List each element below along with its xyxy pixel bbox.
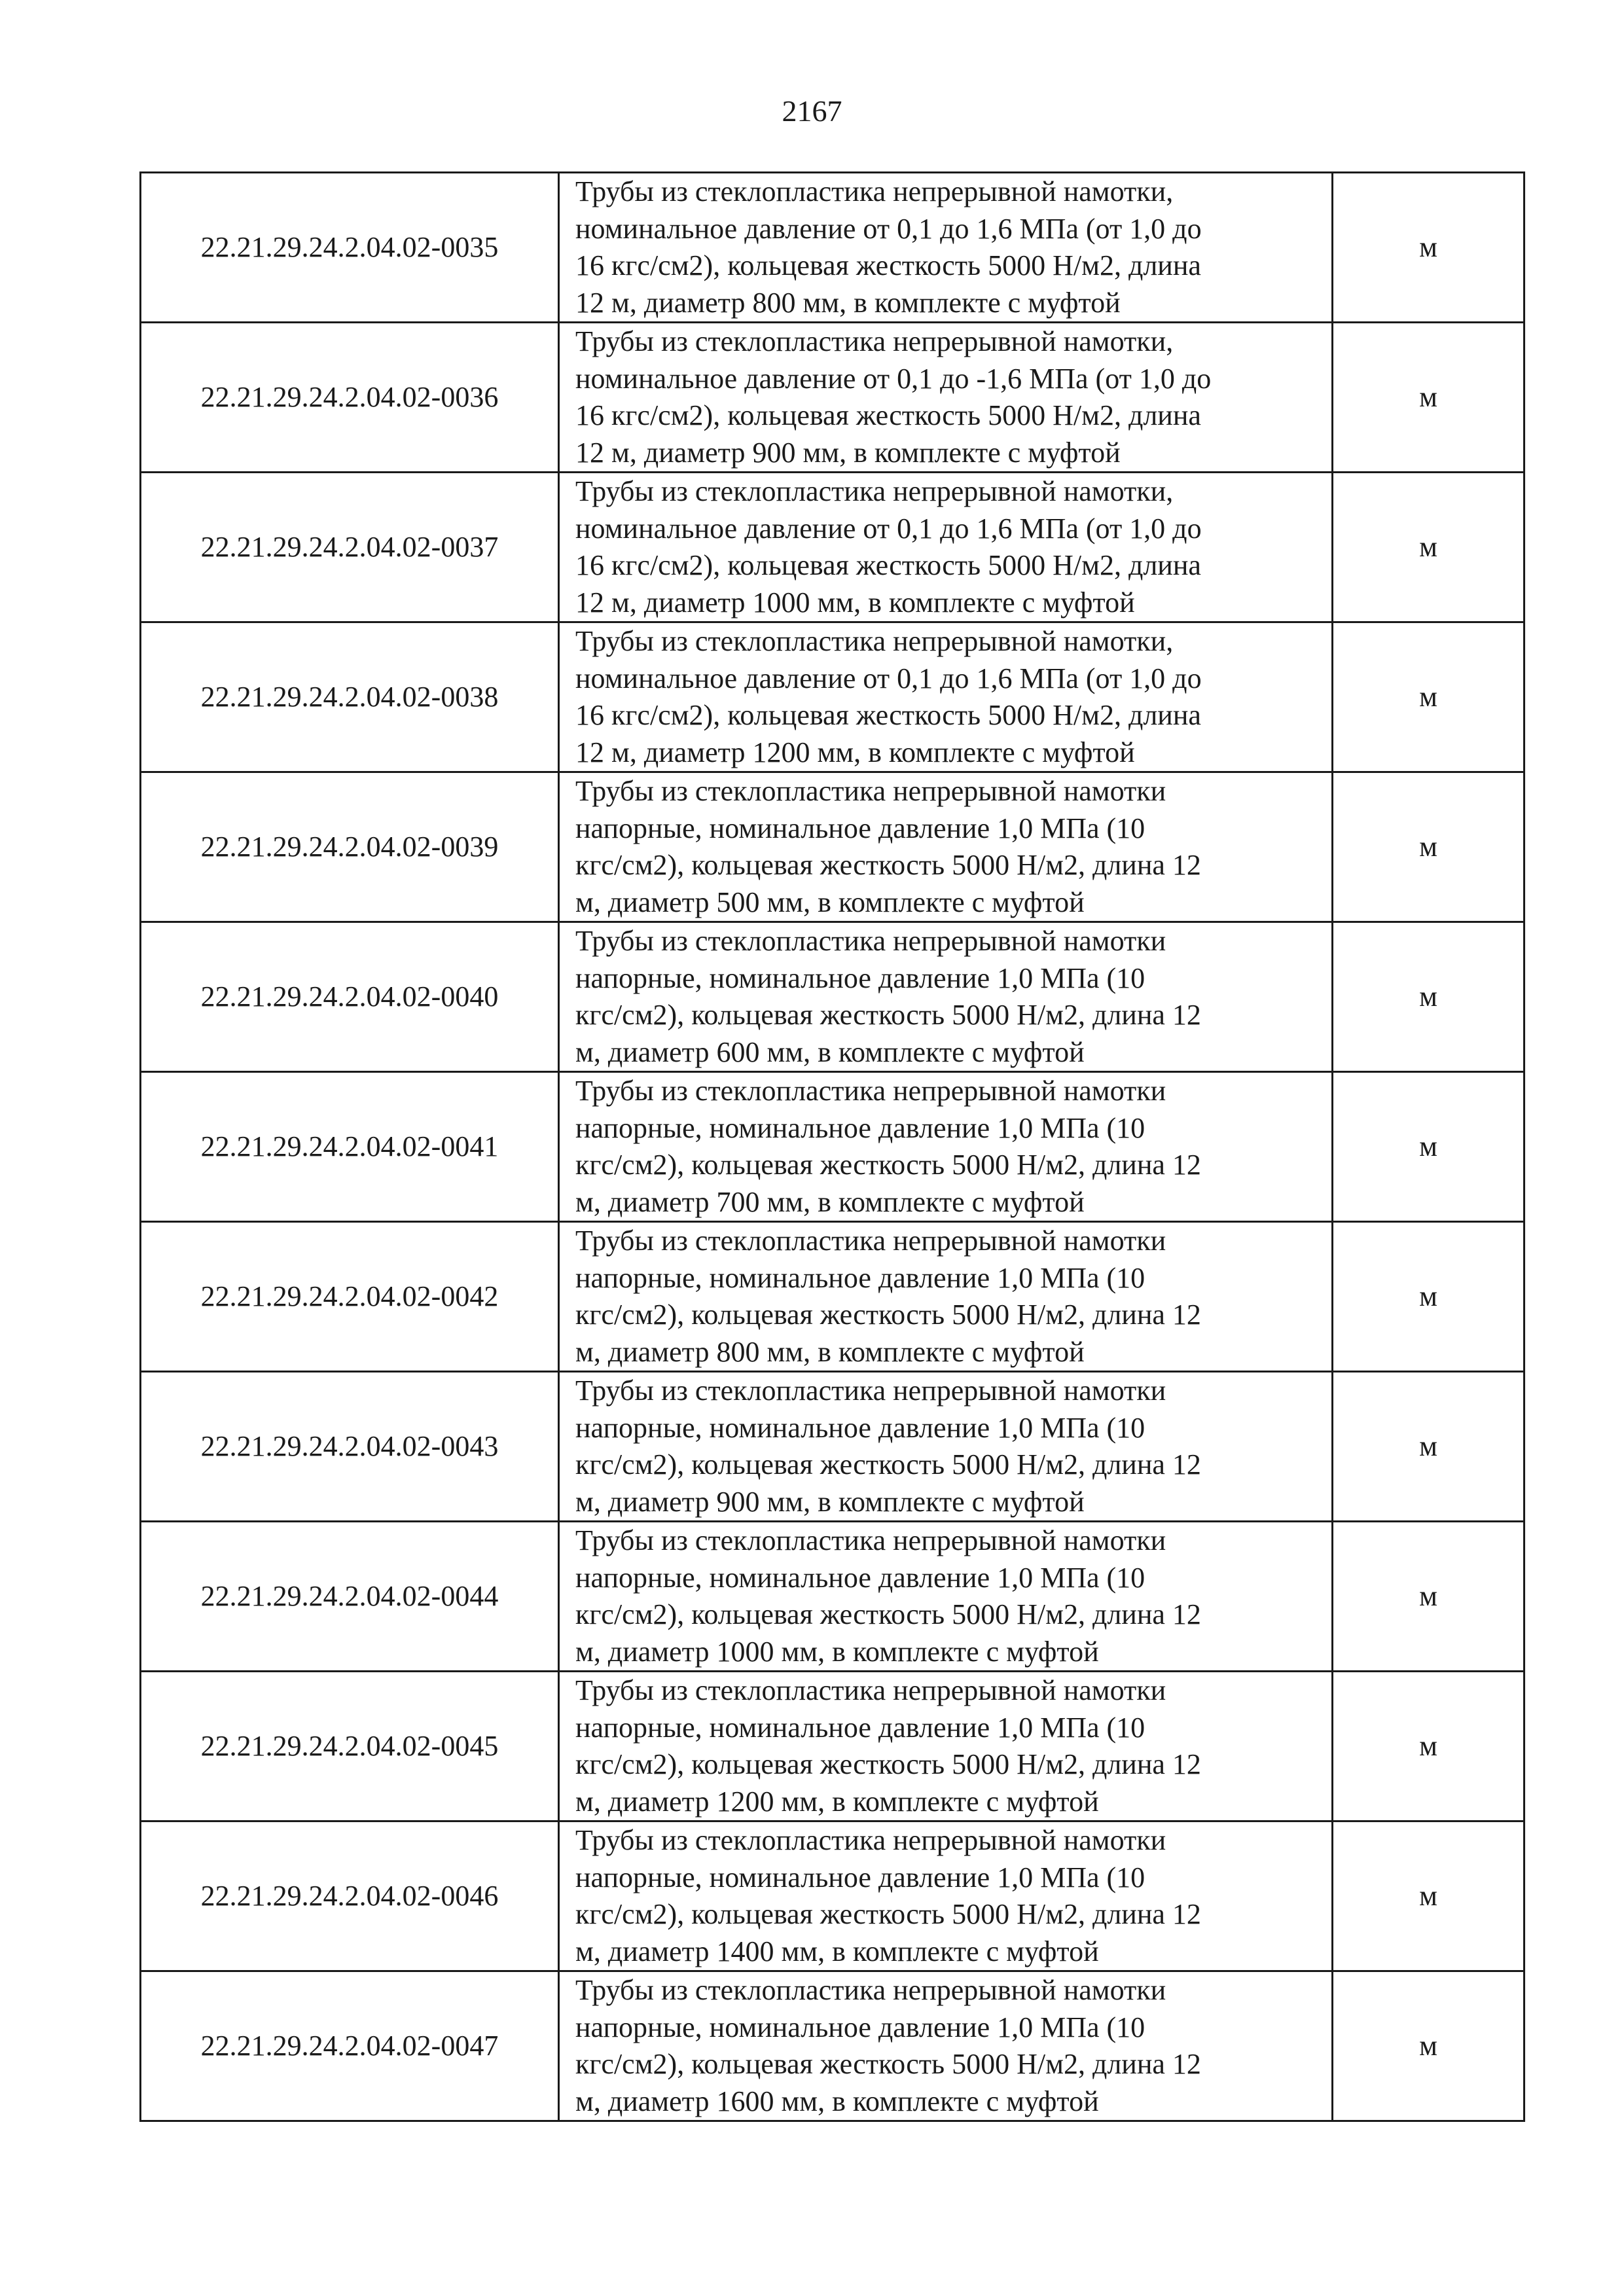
description-line: м, диаметр 1000 мм, в комплекте с муфтой [575,1635,1099,1668]
description-line: кгс/см2), кольцевая жесткость 5000 Н/м2, длина 12 [575,1448,1201,1480]
item-description-cell [559,622,1333,772]
description-line: номинальное давление от 0,1 до 1,6 МПа (от 1,0 до [575,662,1202,694]
description-line: Трубы из стеклопластика непрерывной намотки [575,775,1166,807]
table-row [141,1821,1525,1971]
item-code-cell: 22.21.29.24.2.04.02-0041 [141,1072,559,1222]
description-line: 12 м, диаметр 800 мм, в комплекте с муфтой [575,286,1121,319]
item-code-cell: 22.21.29.24.2.04.02-0040 [141,922,559,1072]
description-line: 12 м, диаметр 1200 мм, в комплекте с муфтой [575,736,1135,768]
item-code-cell: 22.21.29.24.2.04.02-0045 [141,1672,559,1821]
item-code-cell: 22.21.29.24.2.04.02-0044 [141,1522,559,1672]
description-line: номинальное давление от 0,1 до 1,6 МПа (от 1,0 до [575,212,1202,245]
description-line: Трубы из стеклопластика непрерывной намотки [575,1225,1166,1257]
description-line: напорные, номинальное давление 1,0 МПа (10 [575,812,1146,844]
item-description-cell [559,1222,1333,1372]
description-line: 16 кгс/см2), кольцевая жесткость 5000 Н/м2, длина [575,399,1201,431]
items-table [139,171,1525,2122]
item-description-cell [559,1821,1333,1971]
description-line: кгс/см2), кольцевая жесткость 5000 Н/м2, длина 12 [575,1598,1201,1630]
item-code-cell: 22.21.29.24.2.04.02-0035 [141,173,559,323]
description-line: м, диаметр 1400 мм, в комплекте с муфтой [575,1935,1099,1967]
description-line: напорные, номинальное давление 1,0 МПа (10 [575,1261,1146,1294]
table-row [141,1372,1525,1522]
table-row [141,922,1525,1072]
table-row [141,1672,1525,1821]
item-description-cell [559,1072,1333,1222]
item-code-cell: 22.21.29.24.2.04.02-0038 [141,622,559,772]
description-line: кгс/см2), кольцевая жесткость 5000 Н/м2, длина 12 [575,1898,1201,1930]
table-row [141,1971,1525,2121]
description-line: напорные, номинальное давление 1,0 МПа (10 [575,1411,1146,1444]
item-description-cell [559,323,1333,473]
table-row [141,1522,1525,1672]
item-code-cell: 22.21.29.24.2.04.02-0036 [141,323,559,473]
description-line: Трубы из стеклопластика непрерывной намотки [575,1524,1166,1556]
description-line: напорные, номинальное давление 1,0 МПа (10 [575,1861,1146,1893]
description-line: напорные, номинальное давление 1,0 МПа (10 [575,2011,1146,2043]
description-line: кгс/см2), кольцевая жесткость 5000 Н/м2, длина 12 [575,2048,1201,2080]
description-line: м, диаметр 600 мм, в комплекте с муфтой [575,1035,1085,1068]
item-unit-cell: м [1333,1821,1525,1971]
description-line: Трубы из стеклопластика непрерывной намотки, [575,325,1174,357]
item-description-cell [559,473,1333,622]
description-line: кгс/см2), кольцевая жесткость 5000 Н/м2, длина 12 [575,999,1201,1031]
item-unit-cell: м [1333,1372,1525,1522]
description-line: 16 кгс/см2), кольцевая жесткость 5000 Н/м2, длина [575,249,1201,281]
item-description-cell [559,173,1333,323]
description-line: Трубы из стеклопластика непрерывной намотки [575,1374,1166,1407]
item-unit-cell: м [1333,772,1525,922]
description-line: 16 кгс/см2), кольцевая жесткость 5000 Н/м2, длина [575,699,1201,731]
item-description-cell [559,772,1333,922]
table-row [141,772,1525,922]
item-unit-cell: м [1333,1222,1525,1372]
item-code-cell: 22.21.29.24.2.04.02-0043 [141,1372,559,1522]
item-unit-cell: м [1333,1522,1525,1672]
table-row [141,1222,1525,1372]
description-line: м, диаметр 500 мм, в комплекте с муфтой [575,886,1085,918]
description-line: Трубы из стеклопластика непрерывной намотки [575,925,1166,957]
description-line: кгс/см2), кольцевая жесткость 5000 Н/м2, длина 12 [575,1149,1201,1181]
description-line: Трубы из стеклопластика непрерывной намотки, [575,175,1174,207]
page-number: 2167 [782,94,842,128]
item-description-cell [559,1522,1333,1672]
description-line: Трубы из стеклопластика непрерывной намотки, [575,475,1174,507]
item-unit-cell: м [1333,173,1525,323]
description-line: м, диаметр 1200 мм, в комплекте с муфтой [575,1785,1099,1818]
description-line: 12 м, диаметр 900 мм, в комплекте с муфтой [575,436,1121,469]
item-description-cell [559,922,1333,1072]
item-unit-cell: м [1333,1072,1525,1222]
item-code-cell: 22.21.29.24.2.04.02-0039 [141,772,559,922]
item-description-cell [559,1372,1333,1522]
description-line: Трубы из стеклопластика непрерывной намотки, [575,625,1174,657]
table-row [141,473,1525,622]
description-line: кгс/см2), кольцевая жесткость 5000 Н/м2, длина 12 [575,1748,1201,1780]
item-unit-cell: м [1333,1971,1525,2121]
item-unit-cell: м [1333,622,1525,772]
item-description-cell [559,1672,1333,1821]
item-code-cell: 22.21.29.24.2.04.02-0042 [141,1222,559,1372]
description-line: м, диаметр 700 мм, в комплекте с муфтой [575,1185,1085,1218]
item-code-cell: 22.21.29.24.2.04.02-0037 [141,473,559,622]
description-line: м, диаметр 1600 мм, в комплекте с муфтой [575,2085,1099,2117]
table-row [141,622,1525,772]
description-line: напорные, номинальное давление 1,0 МПа (10 [575,1711,1146,1744]
description-line: напорные, номинальное давление 1,0 МПа (10 [575,1111,1146,1144]
item-code-cell: 22.21.29.24.2.04.02-0047 [141,1971,559,2121]
description-line: номинальное давление от 0,1 до -1,6 МПа (от 1,0 до [575,362,1212,395]
item-unit-cell: м [1333,323,1525,473]
description-line: Трубы из стеклопластика непрерывной намотки [575,1075,1166,1107]
description-line: м, диаметр 800 мм, в комплекте с муфтой [575,1335,1085,1368]
description-line: кгс/см2), кольцевая жесткость 5000 Н/м2, длина 12 [575,1299,1201,1331]
item-unit-cell: м [1333,473,1525,622]
description-line: 12 м, диаметр 1000 мм, в комплекте с муфтой [575,586,1135,619]
item-description-cell [559,1971,1333,2121]
description-line: Трубы из стеклопластика непрерывной намотки [575,1674,1166,1706]
description-line: Трубы из стеклопластика непрерывной намотки [575,1824,1166,1856]
description-line: напорные, номинальное давление 1,0 МПа (10 [575,961,1146,994]
description-line: м, диаметр 900 мм, в комплекте с муфтой [575,1485,1085,1518]
table-row [141,173,1525,323]
description-line: напорные, номинальное давление 1,0 МПа (10 [575,1561,1146,1594]
description-line: 16 кгс/см2), кольцевая жесткость 5000 Н/м2, длина [575,549,1201,581]
description-line: Трубы из стеклопластика непрерывной намотки [575,1974,1166,2006]
item-code-cell: 22.21.29.24.2.04.02-0046 [141,1821,559,1971]
description-line: номинальное давление от 0,1 до 1,6 МПа (от 1,0 до [575,512,1202,545]
items-table-body [141,173,1525,2121]
table-row [141,323,1525,473]
table-row [141,1072,1525,1222]
item-unit-cell: м [1333,1672,1525,1821]
description-line: кгс/см2), кольцевая жесткость 5000 Н/м2, длина 12 [575,849,1201,881]
item-unit-cell: м [1333,922,1525,1072]
